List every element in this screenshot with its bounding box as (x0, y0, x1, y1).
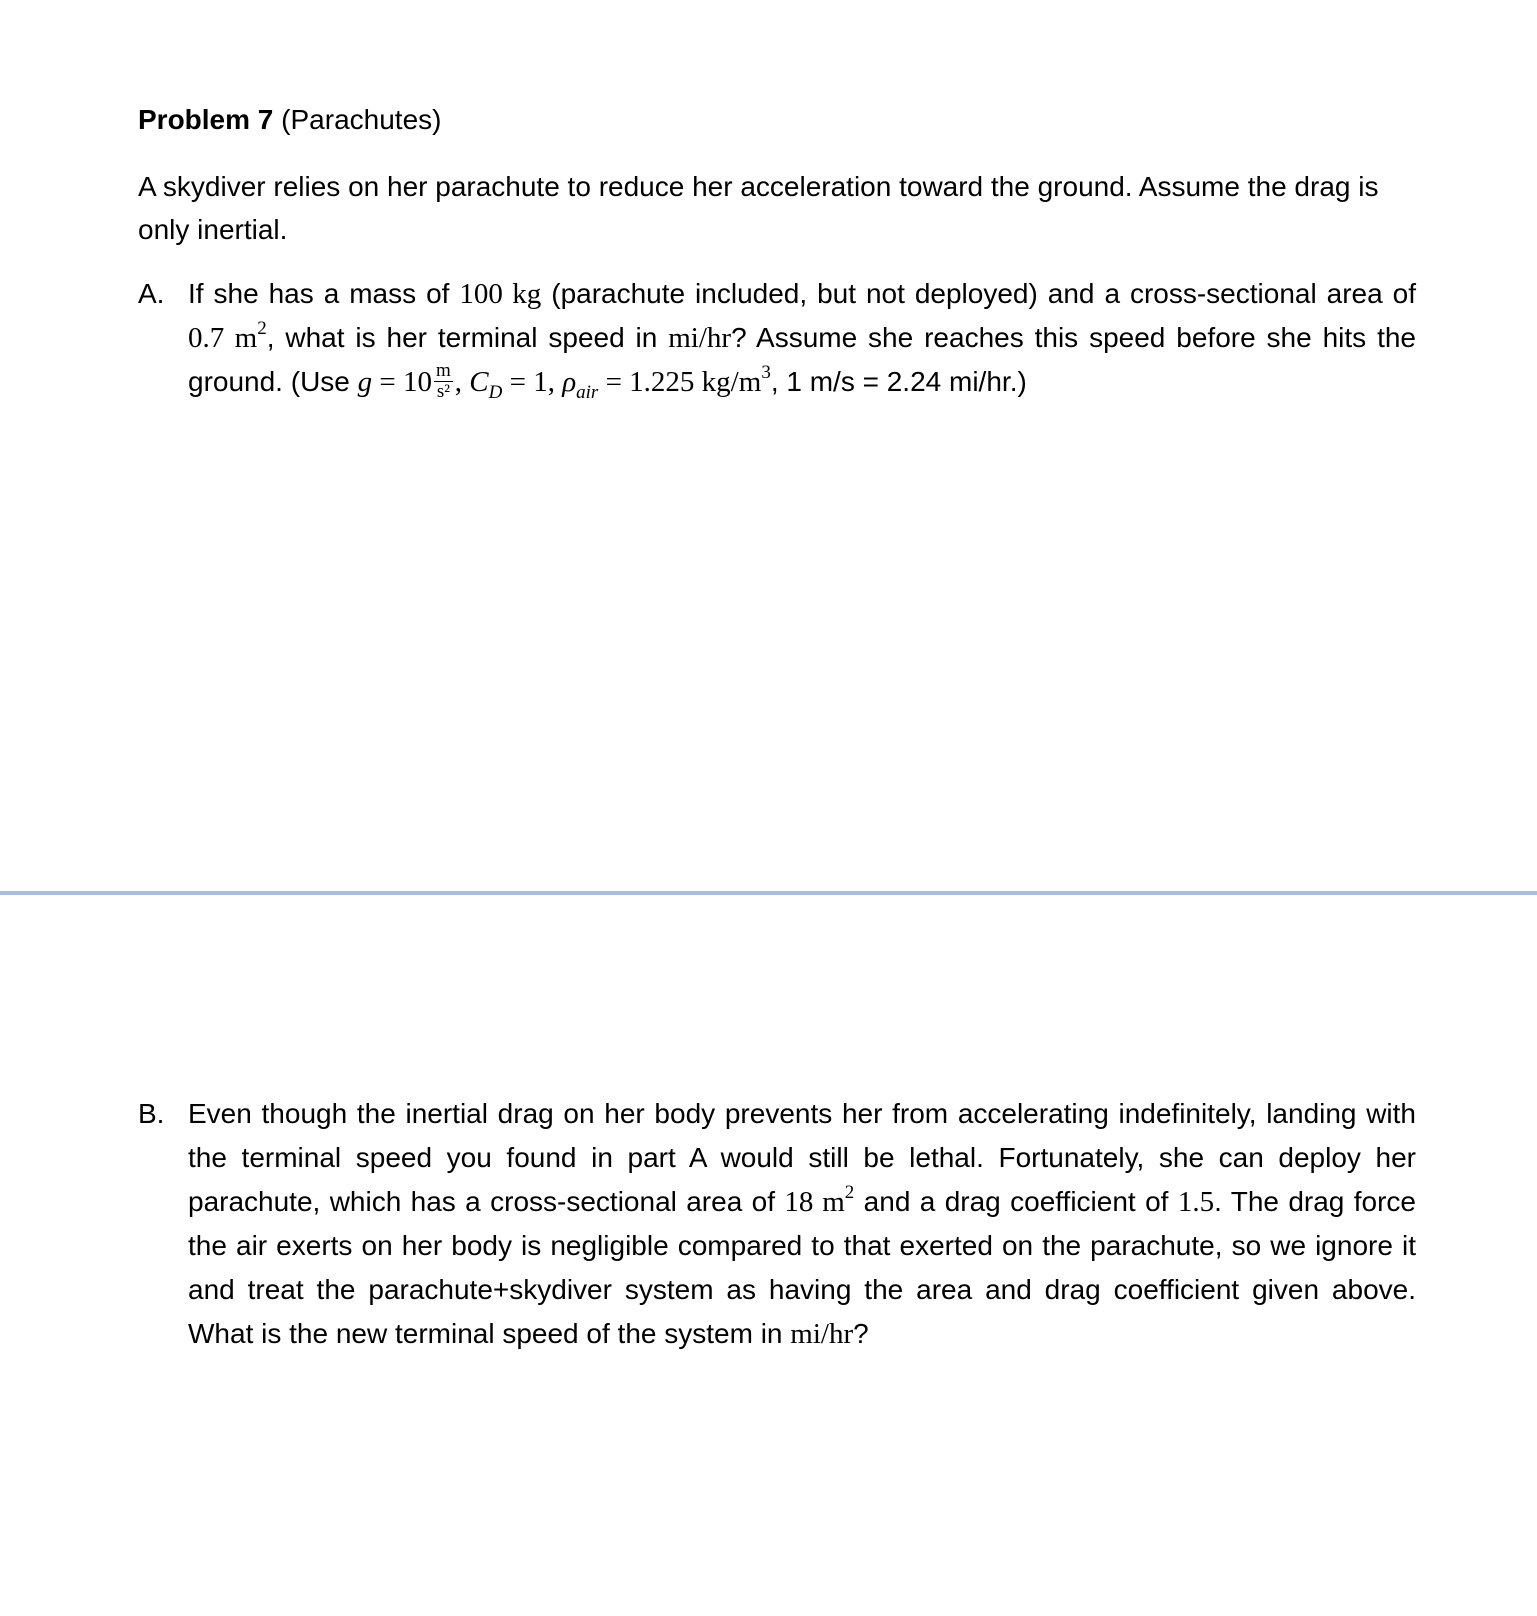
gravity-value: = 10 (372, 366, 432, 398)
part-a-area: 0.7 m (188, 322, 258, 354)
part-a (138, 272, 1416, 404)
section-divider (0, 891, 1537, 895)
part-b (138, 1092, 1416, 1356)
part-a-text-5: , 1 m/s = 2.24 mi/hr.) (770, 366, 1027, 397)
problem-intro: A skydiver relies on her parachute to reduce her acceleration toward the ground. Assume the drag is only inertial. (138, 171, 1379, 245)
problem-number: Problem 7 (138, 104, 274, 135)
part-b-text-4: ? (853, 1318, 869, 1349)
part-a-text-4: ? Assume she reaches this speed before she hits the ground. (Use (188, 322, 1416, 397)
part-a-text (188, 272, 1416, 404)
problem-topic: (Parachutes) (273, 104, 442, 135)
part-b-unit: mi/hr (790, 1318, 854, 1350)
gravity-unit-denominator: s² (436, 381, 450, 403)
drag-coefficient-subscript: D (488, 382, 503, 403)
drag-coefficient-symbol: C (469, 366, 489, 398)
air-density-subscript: air (576, 382, 599, 403)
air-density-value: = 1.225 kg/m (598, 366, 762, 398)
part-b-area-exponent: 2 (844, 1182, 855, 1203)
air-density-exponent: 3 (761, 362, 771, 383)
part-b-label: B. (138, 1098, 165, 1129)
gravity-unit-fraction (434, 362, 453, 401)
separator: , (454, 366, 470, 398)
part-b-area: 18 m (784, 1186, 845, 1218)
part-b-text-1: Even though the inertial drag on her body prevents her from accelerating indefinitely, landing with the terminal speed you found in part A would still be lethal. Fortunately, she can deploy her parachute, which has a cross-sectional area of (188, 1098, 1416, 1217)
problem-title (138, 100, 441, 140)
part-a-mass: 100 kg (459, 278, 542, 310)
part-b-drag-coefficient: 1.5 (1177, 1186, 1215, 1218)
air-density-symbol: ρ (562, 366, 577, 398)
gravity-unit-numerator: m (436, 360, 451, 382)
part-a-area-exponent: 2 (257, 318, 267, 339)
gravity-symbol: g (357, 366, 373, 398)
drag-coefficient-value: = 1, (502, 366, 563, 398)
part-b-text-3: . The drag force the air exerts on her body is negligible compared to that exerted on the parachute, so we ignore it and treat the parachute+skydiver system as having the area and drag coefficient given above. What is the new terminal speed of the system in (188, 1186, 1417, 1349)
part-b-text-2: and a drag coefficient of (854, 1186, 1178, 1217)
part-a-text-3: , what is her terminal speed in (266, 322, 669, 353)
part-a-label: A. (138, 278, 165, 309)
part-a-text-2: (parachute included, but not deployed) and a cross-sectional area of (541, 278, 1416, 309)
part-a-unit: mi/hr (668, 322, 732, 354)
part-a-text-1: If she has a mass of (188, 278, 460, 309)
part-b-text (188, 1092, 1416, 1356)
